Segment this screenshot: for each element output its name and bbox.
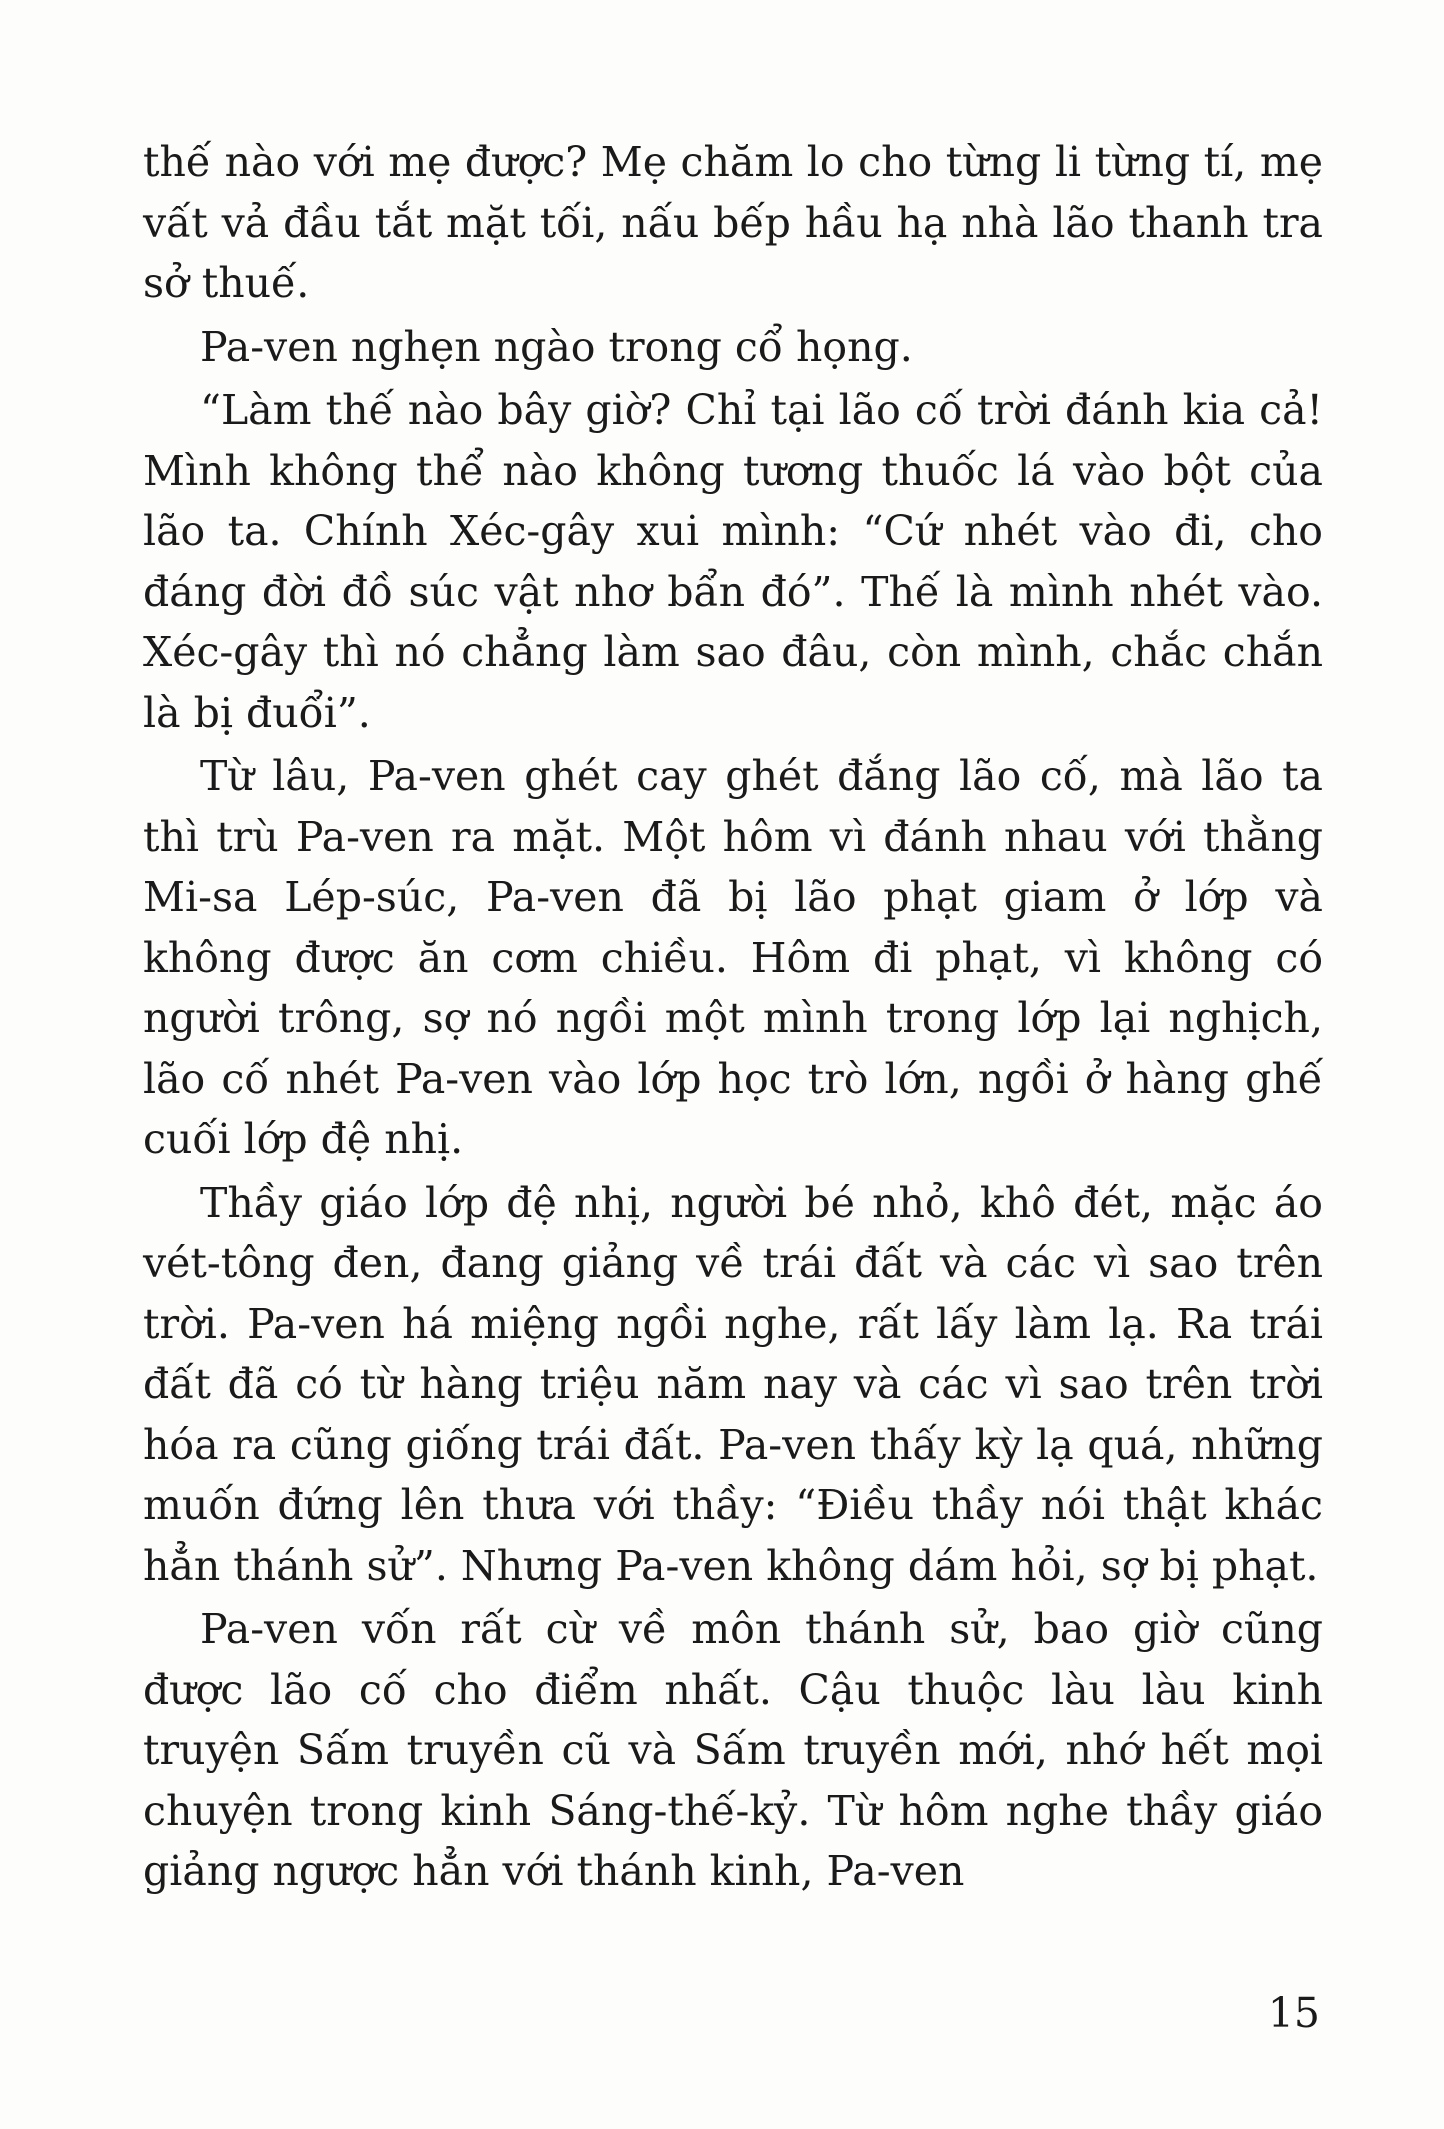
paragraph-2: Pa-ven nghẹn ngào trong cổ họng. <box>200 322 913 371</box>
paragraph-3: “Làm thế nào bây giờ? Chỉ tại lão cố trời đánh kia cả! Mình không thể nào không tương thuốc lá vào bột của lão ta. Chính Xéc-gây xui mình: “Cứ nhét vào đi, cho đáng đời đồ súc vật nhơ bẩn đó”. Thế là mình nhét vào. Xéc-gây thì nó chẳng làm sao đâu, còn mình, chắc chắn là bị đuổi”. <box>143 386 1323 737</box>
paragraph-6: Pa-ven vốn rất cừ về môn thánh sử, bao giờ cũng được lão cố cho điểm nhất. Cậu thuộc làu làu kinh truyện Sấm truyền cũ và Sấm truyền mới, nhớ hết mọi chuyện trong kinh Sáng-thế-kỷ. Từ hôm nghe thầy giáo giảng ngược hẳn với thánh kinh, Pa-ven <box>143 1605 1323 1895</box>
paragraph-4: Từ lâu, Pa-ven ghét cay ghét đắng lão cố, mà lão ta thì trù Pa-ven ra mặt. Một hôm vì đánh nhau với thằng Mi-sa Lép-súc, Pa-ven đã bị lão phạt giam ở lớp và không được ăn cơm chiều. Hôm đi phạt, vì không có người trông, sợ nó ngồi một mình trong lớp lại nghịch, lão cố nhét Pa-ven vào lớp học trò lớn, ngồi ở hàng ghế cuối lớp đệ nhị. <box>143 752 1323 1163</box>
page-number: 15 <box>1267 1989 1320 2037</box>
body-text <box>143 132 1323 1902</box>
paragraph-5: Thầy giáo lớp đệ nhị, người bé nhỏ, khô đét, mặc áo vét-tông đen, đang giảng về trái đất và các vì sao trên trời. Pa-ven há miệng ngồi nghe, rất lấy làm lạ. Ra trái đất đã có từ hàng triệu năm nay và các vì sao trên trời hóa ra cũng giống trái đất. Pa-ven thấy kỳ lạ quá, những muốn đứng lên thưa với thầy: “Điều thầy nói thật khác hẳn thánh sử”. Nhưng Pa-ven không dám hỏi, sợ bị phạt. <box>143 1178 1323 1590</box>
paragraph-1: thế nào với mẹ được? Mẹ chăm lo cho từng li từng tí, mẹ vất vả đầu tắt mặt tối, nấu bếp hầu hạ nhà lão thanh tra sở thuế. <box>143 138 1323 307</box>
